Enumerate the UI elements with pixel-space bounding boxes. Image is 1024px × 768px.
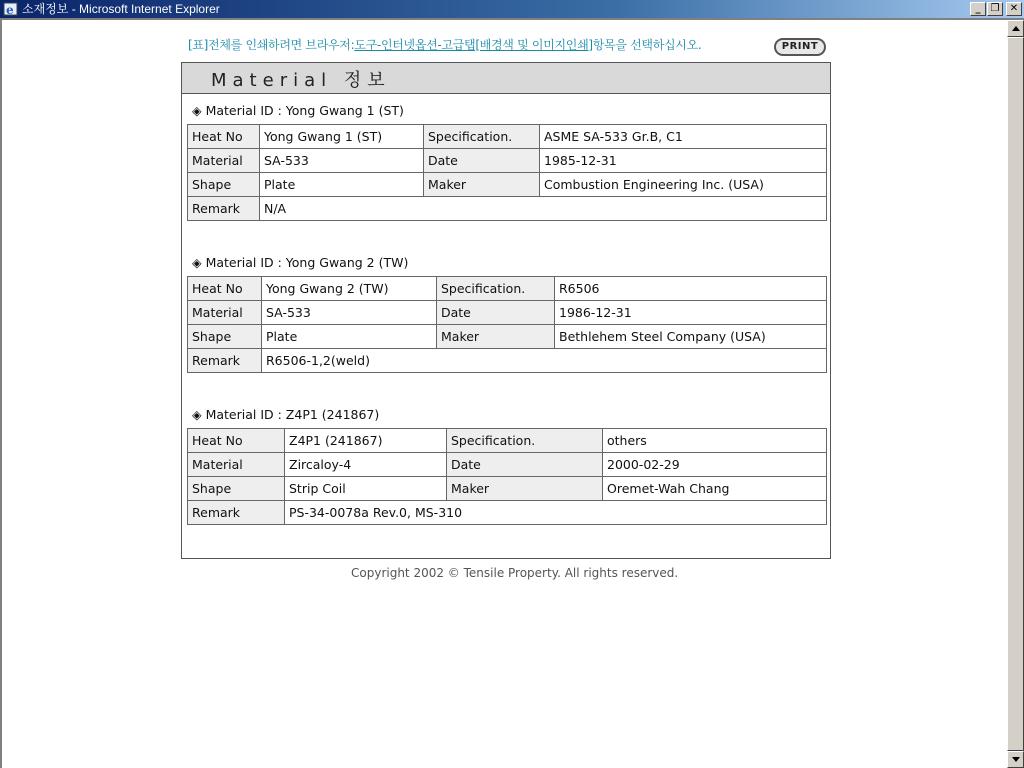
heat-no-label: Heat No xyxy=(188,429,285,453)
remark-label: Remark xyxy=(188,349,262,373)
material-table xyxy=(187,428,827,525)
date-label: Date xyxy=(447,453,603,477)
specification-value: others xyxy=(603,429,827,453)
date-value: 2000-02-29 xyxy=(603,453,827,477)
material-value: SA-533 xyxy=(262,301,437,325)
remark-value: N/A xyxy=(260,197,827,221)
table-row xyxy=(188,477,827,501)
shape-label: Shape xyxy=(188,477,285,501)
scroll-down-button[interactable] xyxy=(1007,751,1024,768)
print-button[interactable]: PRINT xyxy=(774,38,826,56)
material-table xyxy=(187,276,827,373)
material-info-panel xyxy=(181,62,831,559)
heat-no-value: Yong Gwang 2 (TW) xyxy=(262,277,437,301)
material-label: Material xyxy=(188,149,260,173)
remark-label: Remark xyxy=(188,501,285,525)
table-row xyxy=(188,125,827,149)
minimize-button[interactable]: _ xyxy=(970,2,986,16)
scrollbar-thumb[interactable] xyxy=(1007,37,1024,751)
maker-label: Maker xyxy=(424,173,540,197)
material-table xyxy=(187,124,827,221)
vertical-scrollbar[interactable] xyxy=(1007,20,1024,768)
date-value: 1986-12-31 xyxy=(555,301,827,325)
material-section-title: ◈ Material ID : Yong Gwang 2 (TW) xyxy=(192,255,409,270)
specification-label: Specification. xyxy=(424,125,540,149)
material-label: Material xyxy=(188,453,285,477)
table-row xyxy=(188,173,827,197)
table-row xyxy=(188,149,827,173)
specification-value: ASME SA-533 Gr.B, C1 xyxy=(540,125,827,149)
table-row xyxy=(188,429,827,453)
print-notice xyxy=(188,36,701,53)
shape-value: Plate xyxy=(260,173,424,197)
heat-no-label: Heat No xyxy=(188,277,262,301)
heat-no-label: Heat No xyxy=(188,125,260,149)
shape-value: Strip Coil xyxy=(285,477,447,501)
remark-label: Remark xyxy=(188,197,260,221)
table-row xyxy=(188,277,827,301)
heat-no-value: Yong Gwang 1 (ST) xyxy=(260,125,424,149)
scroll-up-button[interactable] xyxy=(1007,20,1024,37)
date-label: Date xyxy=(437,301,555,325)
remark-value: PS-34-0078a Rev.0, MS-310 xyxy=(285,501,827,525)
restore-button[interactable]: ❐ xyxy=(987,2,1003,16)
table-row xyxy=(188,325,827,349)
table-row xyxy=(188,197,827,221)
maker-value: Combustion Engineering Inc. (USA) xyxy=(540,173,827,197)
shape-label: Shape xyxy=(188,325,262,349)
date-value: 1985-12-31 xyxy=(540,149,827,173)
panel-header xyxy=(182,63,830,94)
print-notice-suffix: 항목을 선택하십시오. xyxy=(592,38,702,52)
page-content xyxy=(2,20,1006,768)
table-row xyxy=(188,349,827,373)
title-bar xyxy=(0,0,1024,18)
window-title: 소재정보 - Microsoft Internet Explorer xyxy=(22,2,220,16)
material-section-title: ◈ Material ID : Z4P1 (241867) xyxy=(192,407,380,422)
specification-label: Specification. xyxy=(437,277,555,301)
material-value: SA-533 xyxy=(260,149,424,173)
material-value: Zircaloy-4 xyxy=(285,453,447,477)
arrow-up-icon xyxy=(1012,26,1020,31)
date-label: Date xyxy=(424,149,540,173)
remark-value: R6506-1,2(weld) xyxy=(262,349,827,373)
print-notice-link[interactable]: 도구-인터넷옵션-고급탭[배경색 및 이미지인쇄] xyxy=(354,38,593,52)
maker-label: Maker xyxy=(437,325,555,349)
ie-logo-icon xyxy=(3,1,19,17)
browser-client-area xyxy=(0,18,1024,768)
copyright-footer: Copyright 2002 © Tensile Property. All rights reserved. xyxy=(351,566,679,580)
maker-value: Bethlehem Steel Company (USA) xyxy=(555,325,827,349)
svg-text:e: e xyxy=(6,3,14,17)
table-row xyxy=(188,501,827,525)
material-section-title: ◈ Material ID : Yong Gwang 1 (ST) xyxy=(192,103,404,118)
table-row xyxy=(188,453,827,477)
shape-label: Shape xyxy=(188,173,260,197)
specification-label: Specification. xyxy=(447,429,603,453)
heat-no-value: Z4P1 (241867) xyxy=(285,429,447,453)
maker-label: Maker xyxy=(447,477,603,501)
close-button[interactable]: ✕ xyxy=(1006,2,1022,16)
page-title: Material 정보 xyxy=(211,70,391,91)
maker-value: Oremet-Wah Chang xyxy=(603,477,827,501)
print-notice-prefix: [표]전체를 인쇄하려면 브라우저: xyxy=(188,38,355,52)
table-row xyxy=(188,301,827,325)
shape-value: Plate xyxy=(262,325,437,349)
specification-value: R6506 xyxy=(555,277,827,301)
arrow-down-icon xyxy=(1012,757,1020,762)
material-label: Material xyxy=(188,301,262,325)
